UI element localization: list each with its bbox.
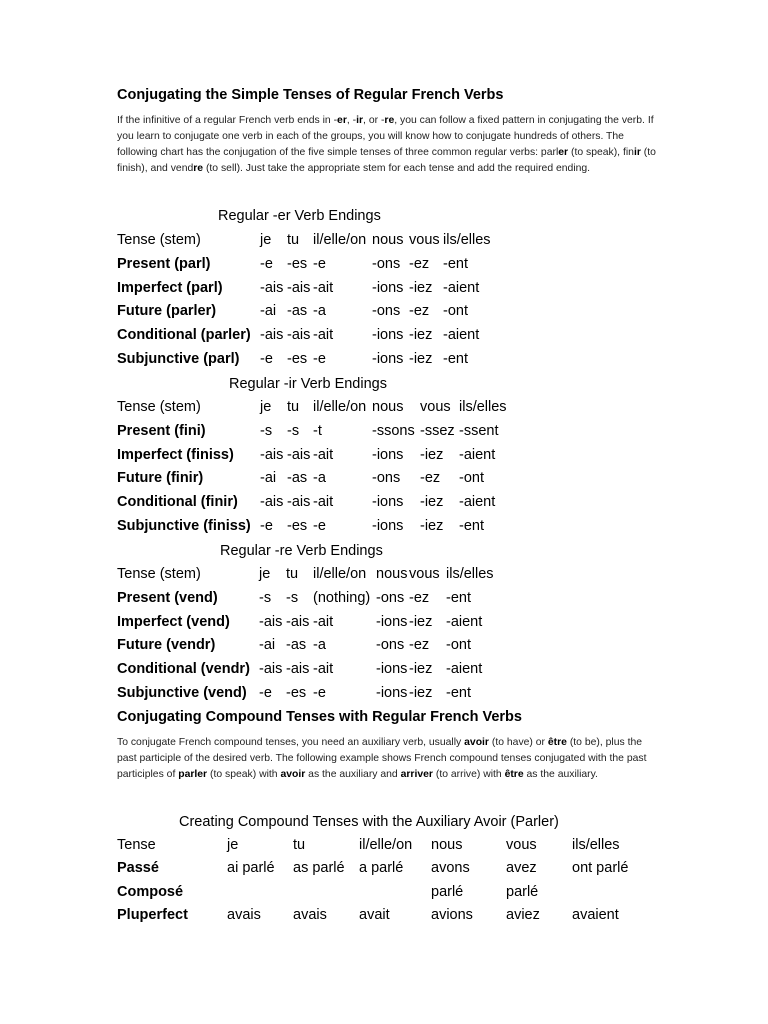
cell-ils-elles: -aient bbox=[443, 279, 480, 296]
cell-ils-elles: -ont bbox=[446, 637, 471, 654]
header-je: je bbox=[260, 232, 272, 248]
header-je: je bbox=[227, 837, 239, 853]
cell-nous: -ions bbox=[372, 279, 404, 296]
cell-tu: -es bbox=[286, 685, 307, 701]
cell-ils-elles: -ont bbox=[459, 470, 484, 487]
cell-ils-elles: avaient bbox=[572, 906, 619, 923]
cell-il-elle-on: -e bbox=[313, 255, 326, 272]
compound-intro-text: (to speak) with bbox=[207, 769, 281, 780]
cell-nous: -ions bbox=[376, 613, 408, 630]
cell-vous: -iez bbox=[420, 494, 444, 511]
cell-tu: -as bbox=[287, 470, 308, 487]
compound-intro-paragraph bbox=[117, 735, 657, 783]
cell-je: -e bbox=[260, 518, 273, 534]
cell-tu: -es bbox=[287, 351, 308, 367]
cell-tu: -as bbox=[286, 637, 307, 654]
intro-text: (to finish), and vend bbox=[117, 147, 656, 174]
cell-il-elle-on: -ait bbox=[313, 494, 334, 511]
header-tu: tu bbox=[287, 232, 300, 248]
cell-il-elle-on: -a bbox=[313, 637, 326, 654]
cell-tu: -ais bbox=[286, 661, 310, 678]
cell-je: -ais bbox=[260, 327, 284, 344]
cell-tense: Subjunctive (finiss) bbox=[117, 518, 251, 534]
cell-vous: -iez bbox=[420, 518, 444, 534]
cell-ils-elles: -aient bbox=[446, 661, 483, 678]
cell-ils-elles: -aient bbox=[443, 327, 480, 344]
cell-tu: -es bbox=[287, 518, 308, 534]
cell-tense: Conditional (finir) bbox=[117, 494, 238, 511]
cell-il-elle-on: -ait bbox=[313, 613, 334, 630]
cell-vous: -iez bbox=[409, 613, 433, 630]
cell-il-elle-on: -e bbox=[313, 685, 326, 701]
cell-vous: -ez bbox=[409, 303, 430, 320]
cell-tense: Present (parl) bbox=[117, 255, 211, 272]
cell-je: avais bbox=[227, 906, 261, 923]
header-ils-elles: ils/elles bbox=[459, 399, 507, 415]
cell-nous: -ions bbox=[372, 446, 404, 463]
cell-je: -ai bbox=[260, 470, 277, 487]
cell-vous: aviez bbox=[506, 906, 540, 923]
cell-nous: avions bbox=[431, 906, 473, 923]
cell-tense: Future (vendr) bbox=[117, 637, 216, 654]
cell-il-elle-on: -e bbox=[313, 518, 326, 534]
cell-tense: Composé bbox=[117, 883, 184, 900]
cell-nous: -ons bbox=[372, 303, 401, 320]
cell-il-elle-on: a parlé bbox=[359, 860, 404, 877]
compound-intro-text: parler bbox=[178, 769, 208, 780]
cell-vous: avez bbox=[506, 860, 537, 877]
cell-tense: Conditional (parler) bbox=[117, 327, 251, 344]
cell-il-elle-on: -a bbox=[313, 303, 326, 320]
compound-heading: Conjugating Compound Tenses with Regular French Verbs bbox=[117, 709, 522, 725]
header-il-elle-on: il/elle/on bbox=[313, 566, 367, 582]
cell-tense: Subjunctive (vend) bbox=[117, 685, 247, 701]
cell-tu: -ais bbox=[287, 279, 311, 296]
compound-intro-text: To conjugate French compound tenses, you need an auxiliary verb, usually bbox=[117, 737, 465, 748]
cell-ils-elles: -ent bbox=[443, 255, 468, 272]
cell-tense: Present (vend) bbox=[117, 589, 218, 606]
cell-tu: -ais bbox=[286, 613, 310, 630]
header-vous: vous bbox=[409, 566, 440, 582]
compound-intro-text: être bbox=[504, 769, 524, 780]
cell-je: -e bbox=[260, 255, 273, 272]
compound-intro-text: avoir bbox=[464, 737, 489, 748]
cell-je: -ais bbox=[259, 613, 283, 630]
cell-je: -ais bbox=[259, 661, 283, 678]
header-il-elle-on: il/elle/on bbox=[359, 837, 413, 853]
intro-text: er bbox=[558, 147, 569, 158]
cell-tense: Present (fini) bbox=[117, 422, 206, 439]
header-ils-elles: ils/elles bbox=[443, 232, 491, 248]
cell-il-elle-on: (nothing) bbox=[313, 589, 371, 606]
cell-tense: Imperfect (parl) bbox=[117, 279, 223, 296]
header-vous: vous bbox=[506, 837, 537, 853]
header-je: je bbox=[260, 399, 272, 415]
cell-vous: -iez bbox=[409, 351, 433, 367]
header-nous: nous bbox=[376, 566, 408, 582]
header-il-elle-on: il/elle/on bbox=[313, 399, 367, 415]
cell-tense: Imperfect (finiss) bbox=[117, 446, 234, 463]
cell-tense: Passé bbox=[117, 860, 159, 877]
cell-nous: -ions bbox=[372, 351, 404, 367]
cell-ils-elles: -aient bbox=[446, 613, 483, 630]
intro-paragraph bbox=[117, 113, 657, 177]
compound-intro-text: avoir bbox=[280, 769, 306, 780]
cell-vous: -iez bbox=[420, 446, 444, 463]
avoir-table-title: Creating Compound Tenses with the Auxiliary Avoir (Parler) bbox=[179, 814, 559, 830]
cell-vous: -ez bbox=[420, 470, 441, 487]
cell-tu: -s bbox=[286, 589, 299, 606]
intro-text: re bbox=[384, 115, 395, 126]
cell-il-elle-on: -t bbox=[313, 422, 322, 439]
compound-intro-text: (to arrive) with bbox=[432, 769, 505, 780]
cell-tu: -ais bbox=[287, 494, 311, 511]
intro-text: If the infinitive of a regular French verb ends in - bbox=[117, 115, 338, 126]
header-ils-elles: ils/elles bbox=[572, 837, 620, 853]
cell-ils-elles: -ent bbox=[446, 685, 471, 701]
header-tu: tu bbox=[287, 399, 300, 415]
cell-vous: -ez bbox=[409, 589, 430, 606]
cell-ils-elles: -ent bbox=[443, 351, 468, 367]
er-table-title: Regular -er Verb Endings bbox=[218, 208, 381, 224]
cell-vous: -ez bbox=[409, 255, 430, 272]
cell-je: -e bbox=[260, 351, 273, 367]
intro-text: , or - bbox=[363, 115, 385, 126]
cell-il-elle-on: -a bbox=[313, 470, 326, 487]
cell-ils-elles: -ont bbox=[443, 303, 468, 320]
cell-tu: -s bbox=[287, 422, 300, 439]
cell-je: -ais bbox=[260, 279, 284, 296]
header-tense: Tense bbox=[117, 837, 156, 853]
cell-il-elle-on: -e bbox=[313, 351, 326, 367]
cell-ils-elles: -aient bbox=[459, 446, 496, 463]
cell-ils-elles: -ssent bbox=[459, 422, 499, 439]
cell-il-elle-on: avait bbox=[359, 906, 390, 923]
cell-tu: avais bbox=[293, 906, 327, 923]
cell-il-elle-on: -ait bbox=[313, 446, 334, 463]
cell-tense: Imperfect (vend) bbox=[117, 613, 230, 630]
cell-nous: -ons bbox=[372, 255, 401, 272]
header-tense: Tense (stem) bbox=[117, 399, 201, 415]
cell-tu: -ais bbox=[287, 327, 311, 344]
cell-il-elle-on: -ait bbox=[313, 279, 334, 296]
cell-il-elle-on: -ait bbox=[313, 327, 334, 344]
cell-nous: -ions bbox=[376, 685, 408, 701]
header-vous: vous bbox=[420, 399, 451, 415]
intro-text: er bbox=[337, 115, 347, 126]
cell-nous: -ssons bbox=[372, 422, 415, 439]
cell-nous: -ons bbox=[376, 589, 405, 606]
header-je: je bbox=[259, 566, 271, 582]
cell-tense: Future (parler) bbox=[117, 303, 217, 320]
header-ils-elles: ils/elles bbox=[446, 566, 494, 582]
cell-nous: -ions bbox=[372, 518, 404, 534]
cell-il-elle-on: -ait bbox=[313, 661, 334, 678]
header-nous: nous bbox=[372, 232, 404, 248]
header-il-elle-on: il/elle/on bbox=[313, 232, 367, 248]
cell-nous: -ons bbox=[372, 470, 401, 487]
cell-nous: -ions bbox=[372, 494, 404, 511]
compound-intro-text: être bbox=[547, 737, 567, 748]
header-nous: nous bbox=[431, 837, 463, 853]
cell-vous: -ssez bbox=[420, 422, 455, 439]
header-vous: vous bbox=[409, 232, 440, 248]
cell-vous: -iez bbox=[409, 661, 433, 678]
compound-intro-text: arriver bbox=[400, 769, 433, 780]
cell-je: -ai bbox=[260, 303, 277, 320]
cell-je: -ais bbox=[260, 446, 284, 463]
compound-intro-text: (to have) or bbox=[488, 737, 548, 748]
header-nous: nous bbox=[372, 399, 404, 415]
cell-vous: parlé bbox=[506, 883, 539, 900]
compound-intro-text: (to be), plus the past participle of the desired verb. The following example shows French compound tenses conjugated with the past participles of bbox=[117, 737, 647, 780]
re-table-title: Regular -re Verb Endings bbox=[220, 543, 383, 559]
cell-ils-elles: -ent bbox=[459, 518, 484, 534]
cell-nous: -ons bbox=[376, 637, 405, 654]
cell-je: -e bbox=[259, 685, 272, 701]
cell-nous: -ions bbox=[372, 327, 404, 344]
cell-ils-elles: ont parlé bbox=[572, 860, 629, 877]
header-tu: tu bbox=[286, 566, 299, 582]
cell-tense: Pluperfect bbox=[117, 906, 188, 923]
cell-je: -s bbox=[259, 589, 272, 606]
cell-vous: -iez bbox=[409, 685, 433, 701]
cell-tense: Subjunctive (parl) bbox=[117, 351, 240, 367]
intro-text: ir bbox=[633, 147, 641, 158]
cell-je: ai parlé bbox=[227, 860, 275, 877]
page-title: Conjugating the Simple Tenses of Regular French Verbs bbox=[117, 87, 504, 103]
cell-je: -ai bbox=[259, 637, 276, 654]
cell-nous: -ions bbox=[376, 661, 408, 678]
cell-tense: Conditional (vendr) bbox=[117, 661, 250, 678]
cell-je: -s bbox=[260, 422, 273, 439]
cell-tense: Future (finir) bbox=[117, 470, 204, 487]
cell-ils-elles: -ent bbox=[446, 589, 471, 606]
cell-ils-elles: -aient bbox=[459, 494, 496, 511]
ir-table-title: Regular -ir Verb Endings bbox=[229, 376, 387, 392]
cell-vous: -iez bbox=[409, 327, 433, 344]
cell-vous: -ez bbox=[409, 637, 430, 654]
header-tense: Tense (stem) bbox=[117, 566, 201, 582]
cell-vous: -iez bbox=[409, 279, 433, 296]
cell-nous: avons bbox=[431, 860, 470, 877]
intro-text: , - bbox=[346, 115, 357, 126]
intro-text: , you can follow a fixed pattern in conjugating the verb. If you learn to conjugate one verb in each of the groups, you will know how to conjugate hundreds of others. The following chart has the conjugation of the five simple tenses of three common regular verbs: parl bbox=[117, 115, 654, 158]
header-tu: tu bbox=[293, 837, 306, 853]
header-tense: Tense (stem) bbox=[117, 232, 201, 248]
cell-je: -ais bbox=[260, 494, 284, 511]
compound-intro-text: as the auxiliary. bbox=[523, 769, 598, 780]
cell-tu: -es bbox=[287, 255, 308, 272]
cell-nous: parlé bbox=[431, 883, 464, 900]
cell-tu: as parlé bbox=[293, 860, 345, 877]
intro-text: (to speak), fin bbox=[568, 147, 634, 158]
cell-tu: -ais bbox=[287, 446, 311, 463]
compound-intro-text: as the auxiliary and bbox=[305, 769, 401, 780]
intro-text: re bbox=[193, 163, 204, 174]
intro-text: ir bbox=[356, 115, 364, 126]
cell-tu: -as bbox=[287, 303, 308, 320]
intro-text: (to sell). Just take the appropriate stem for each tense and add the required ending. bbox=[203, 163, 591, 174]
